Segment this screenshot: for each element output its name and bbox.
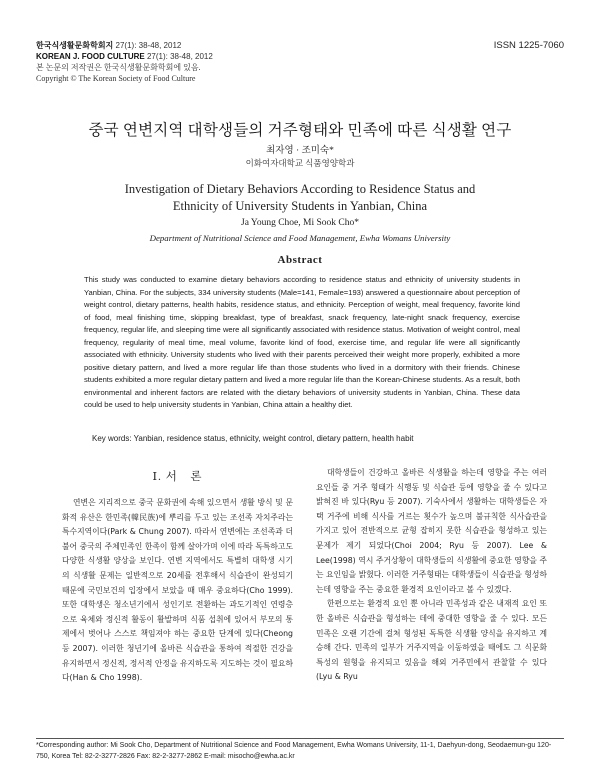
authors-english: Ja Young Choe, Mi Sook Cho* <box>241 218 359 228</box>
paragraph: 한편으로는 환경적 요인 뿐 아니라 민족성과 같은 내재적 요인 또한 올바른 식습관을 형성하는 데에 중대한 영향을 줄 수 있다. 모든 민족은 오랜 기간에 걸쳐 형성된 독특한 식생활 양식을 유지하고 계승해 간다. 민족의 일부가 거주지역을 이동하였을 때에도 그 식문화 특성의 원형을 유지되고 있음을 해외 거주민에서 관찰할 수 있다(Lyu & Ryu <box>316 599 547 682</box>
affiliation-korean: 이화여자대학교 식품영양학과 <box>245 158 355 168</box>
journal-name-kr: 한국식생활문화학회지 <box>36 41 114 50</box>
section-heading-introduction: Ⅰ. 서 론 <box>152 471 203 483</box>
journal-citation-en: 27(1): 38-48, 2012 <box>146 52 213 61</box>
right-column <box>316 466 547 685</box>
paragraph: 연변은 지리적으로 중국 문화권에 속해 있으면서 생활 방식 및 문화적 유산은 한민족(韓民族)에 뿌리를 두고 있는 조선족 자치주라는 특수지역이다(Park & Chung 2007). 따라서 연변에는 조선족과 더불어 중국의 주체민족인 한족이 함께 살아가며 이에 따라 독특하고도 다양한 식생활 양상을 보인다. 연변 지역에서도 특별히 대학생 시기의 식생활 문제는 일반적으로 20세를 전후해서 식습관이 완성되기 때문에 국민보건의 입장에서 보았을 때 매우 중요하다(Cho 1999). 또한 대학생은 청소년기에서 성인기로 전환하는 과도기적인 연령층으로 육체와 정신적 활동이 활발하며 식품 섭취에 있어서 부모의 통제에서 벗어나 스스로 책임져야 하는 중요한 단계에 있다(Cheong 등 2007). 이러한 청년기에 올바른 식습관을 통하여 적절한 건강을 유지하면서 정신적, 정서적 안정을 유지하도록 지도하는 것이 필요하다(Han & Cho 1998). <box>62 498 293 683</box>
left-column <box>62 466 293 686</box>
paragraph: 대학생들이 건강하고 올바른 식생활을 하는데 영향을 주는 여러 요인들 중 거주 형태가 식행동 및 식습관 등에 영향을 줄 수 있다고 밝혀진 바 있다(Ryu 등 2007). 기숙사에서 생활하는 대학생들은 자택 거주에 비해 식사를 거르는 횟수가 높으며 불규칙한 식사습관을 가지고 있어 전반적으로 균형 잡히지 못한 식습관을 형성하고 있는 문제가 제기 되었다(Choi 2004; Ryu 등 2007). Lee & Lee(1998) 역시 주거상황이 대학생들의 식생활에 중요한 영향을 주는 요인임을 밝혔다. 이러한 거주형태는 대학생들이 식습관을 형성하는데 영향을 주는 중요한 환경적 요인이라고 볼 수 있겠다. <box>316 468 547 594</box>
title-english-line-1: Investigation of Dietary Behaviors According to Residence Status and <box>124 182 476 196</box>
journal-citation-kr: 27(1): 38-48, 2012 <box>115 41 182 50</box>
footnote-divider <box>36 738 564 739</box>
corresponding-author-footnote: *Corresponding author: Mi Sook Cho, Department of Nutritional Science and Food Management, Ewha Womans University, 11-1, Daehyun-dong, Seodaemun-gu 120-750, Korea Tel: 82-2-3277-2826 Fax: 82-2-3277-2862 E-mail: misocho@ewha.ac.kr <box>36 742 552 760</box>
journal-header <box>36 40 564 84</box>
left-column-text <box>62 496 293 686</box>
issn: ISSN 1225-7060 <box>493 40 564 51</box>
title-english-line-2: Ethnicity of University Students in Yanbian, China <box>172 199 428 213</box>
journal-name-en: KOREAN J. FOOD CULTURE <box>36 52 145 61</box>
journal-line-en <box>36 51 564 62</box>
title-korean: 중국 연변지역 대학생들의 거주형태와 민족에 따른 식생활 연구 <box>88 122 512 139</box>
rights-notice: 본 논문의 저작권은 한국식생활문화학회에 있음. <box>36 63 201 72</box>
right-column-text <box>316 466 547 685</box>
title-english <box>0 181 600 215</box>
abstract-heading: Abstract <box>277 254 323 266</box>
copyright-notice: Copyright © The Korean Society of Food Culture <box>36 74 196 83</box>
journal-line-kr <box>36 40 564 51</box>
affiliation-english: Department of Nutritional Science and Food Management, Ewha Womans University <box>149 233 451 243</box>
authors-korean: 최자영 · 조미숙* <box>266 146 334 156</box>
keywords: Key words: Yanbian, residence status, ethnicity, weight control, dietary pattern, health habit <box>92 434 414 443</box>
abstract-body: This study was conducted to examine dietary behaviors according to residence status and ethnicity of university students in Yanbian, China. For the subjects, 334 university students (Male=141, Female=193) answered a questionnaire about perception of weight control, dietary patterns, health habits, residence status, and ethnicity. Perception of weight, meal frequency, favorite kind of food, meal finishing time, skipping breakfast, type of breakfast, snack frequency, late-night snack frequency, exercise frequency, regular life, and sleeping time were all significantly associated with residence status. Motivation of weight control, meal frequency, regularity of meal time, meal volume, favorite kind of food, exercise time, and regular life were all significantly associated with ethnicity. University students who lived with their parents perceived their weight more properly, exhibited a more positive dietary pattern, and lived a more regular life than those students who lived in a dormitory with their friends. Chinese students exhibited a more regular dietary pattern and lived a more regular life than the Korean-Chinese students. As a result, both environmental and inherent factors are related with the dietary behaviors of university students in Yanbian, China. These data could be used to help university students in Yanbian, China attain a healthy diet. <box>84 275 520 409</box>
